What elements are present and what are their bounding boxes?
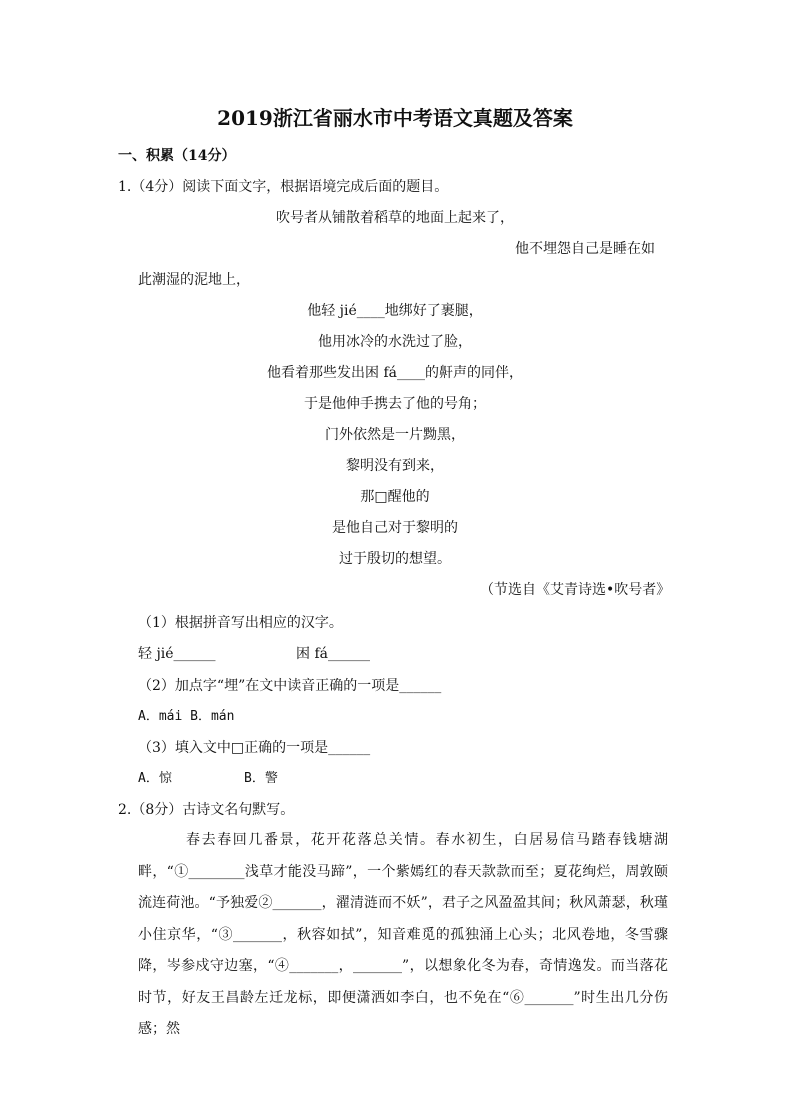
question-2-passage: 春去春回几番景，花开花落总关情。春水初生，白居易信马踏春钱塘湖畔，“①________浅草才能没马蹄”，一个紫嫣红的春天款款而至；夏花绚烂，周敦颐流连荷池。“予独爱②_______，濯清涟而不妖”，君子之风盈盈其间；秋风萧瑟，秋瑾小住京华，“③_______，秋容如拭”，知音难觅的孤独涌上心头；北风卷地，冬雪骤降，岑参戍守边塞，“④_______，_______”，以想象化冬为春，奇情逸发。而当落花时节，好友王昌龄左迁龙标，即便潇洒如李白，也不免在“⑥_______”时生出几分伤感；然 (138, 832, 668, 1037)
poem-line: 此潮湿的泥地上， (138, 272, 250, 288)
poem-line: 过于殷切的想望。 (339, 551, 451, 567)
answer-blank-fa: 困 fá______ (296, 646, 370, 662)
answer-blank-jie: 轻 jié______ (138, 646, 216, 662)
option-b: B．警 (244, 771, 278, 786)
poem-line: 吹号者从铺散着稻草的地面上起来了， (276, 210, 514, 226)
sub-question-3: （3）填入文中□正确的一项是______ (138, 740, 371, 756)
poem-line: 于是他伸手携去了他的号角； (304, 396, 486, 412)
section-heading-accumulation: 一、积累（14分） (118, 148, 236, 164)
option-a: A．惊 (138, 771, 172, 786)
poem-line: 那□醒他的 (360, 489, 430, 505)
poem-line: 他看着那些发出困 fá____的鼾声的同伴， (267, 365, 523, 381)
poem-line: 门外依然是一片黝黑， (325, 427, 465, 443)
poem-line: 他用冰冷的水洗过了脸， (318, 334, 472, 350)
document-title: 2019浙江省丽水市中考语文真题及答案 (217, 106, 573, 130)
sub-question-2: （2）加点字“埋”在文中读音正确的一项是______ (138, 678, 442, 694)
sub-question-1: （1）根据拼音写出相应的汉字。 (138, 615, 343, 631)
question-2-stem: 2.（8分）古诗文名句默写。 (118, 802, 295, 818)
poem-line: 黎明没有到来， (346, 458, 444, 474)
poem-line: 是他自己对于黎明的 (332, 520, 458, 536)
sub-question-2-options: A．mái B．mán (138, 709, 235, 724)
poem-line: 他轻 jié____地绑好了裹腿， (307, 303, 483, 319)
poem-source: （节选自《艾青诗选•吹号者》 (480, 582, 671, 598)
question-1-stem: 1.（4分）阅读下面文字，根据语境完成后面的题目。 (118, 179, 449, 195)
poem-line: 他不埋怨自己是睡在如 (515, 241, 655, 257)
